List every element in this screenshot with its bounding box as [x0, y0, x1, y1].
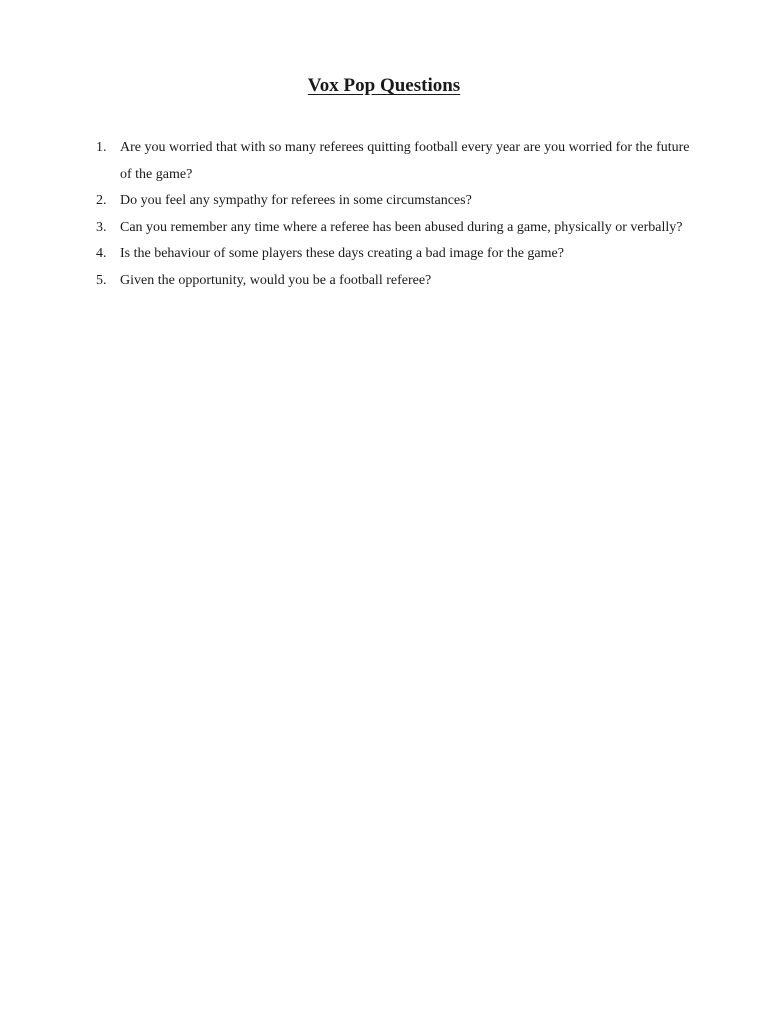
question-text: Do you feel any sympathy for referees in some circumstances? [120, 193, 472, 208]
list-item [96, 241, 696, 268]
question-text: Can you remember any time where a referee has been abused during a game, physically or verbally? [120, 219, 683, 235]
question-text: Is the behaviour of some players these days creating a bad image for the game? [120, 246, 564, 261]
question-text: Are you worried that with so many referees quitting football every year are you worried for the future of the game? [120, 140, 690, 182]
page-title: Vox Pop Questions [307, 75, 461, 96]
question-text: Given the opportunity, would you be a football referee? [120, 272, 432, 288]
question-number: 1. [96, 140, 107, 155]
question-number: 4. [96, 246, 107, 261]
list-item [96, 135, 696, 188]
question-number: 2. [96, 193, 107, 208]
list-item [96, 188, 696, 215]
question-number: 3. [96, 219, 107, 235]
list-item [96, 215, 696, 242]
question-number: 5. [96, 272, 107, 288]
list-item [96, 268, 696, 295]
question-list [96, 135, 696, 294]
